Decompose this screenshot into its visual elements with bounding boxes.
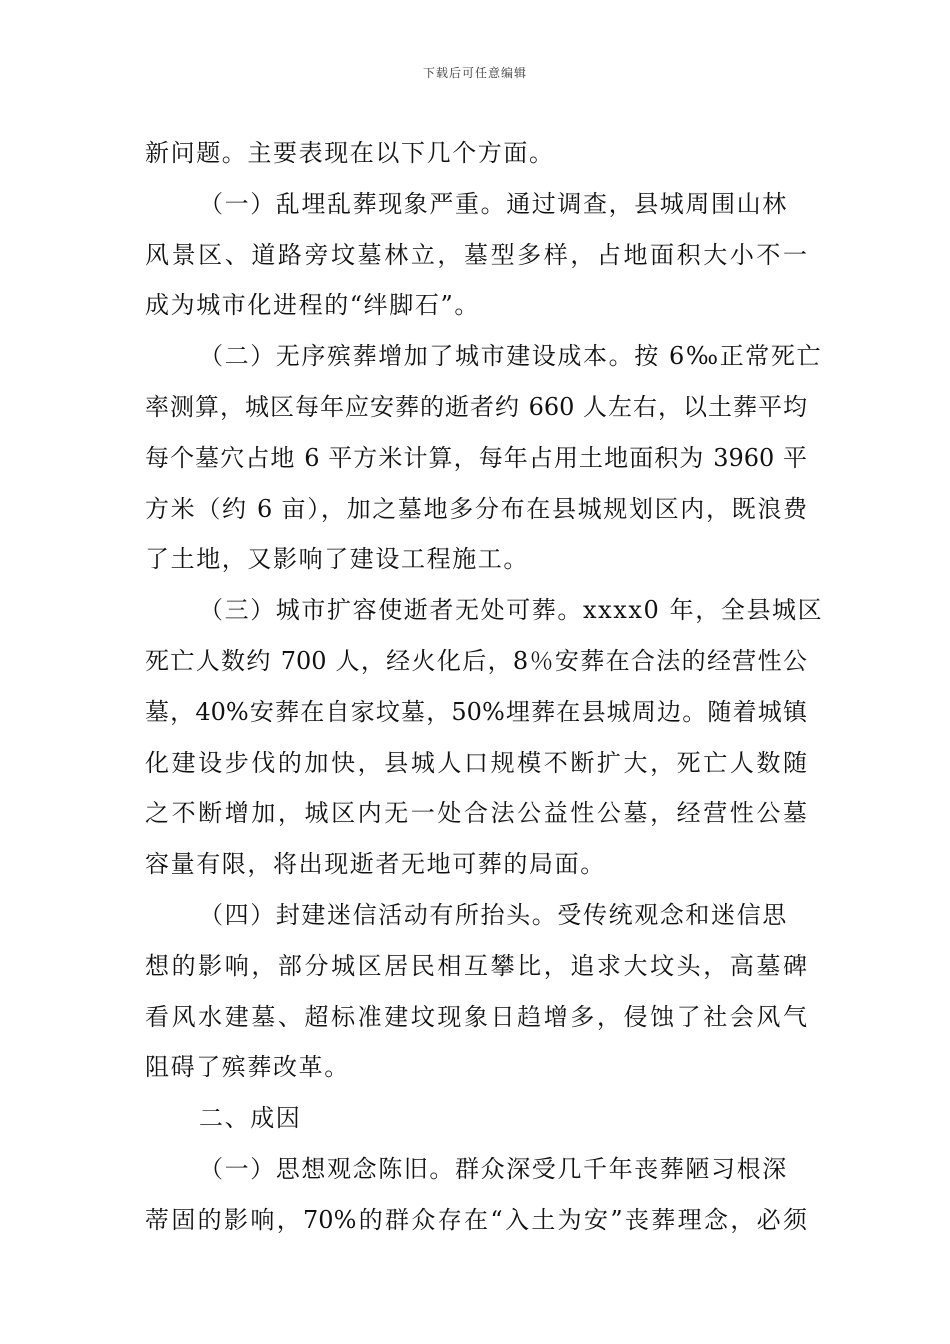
text-line: 新问题。主要表现在以下几个方面。 (145, 139, 555, 167)
text-line: 风景区、道路旁坟墓林立，墓型多样，占地面积大小不一 (145, 240, 807, 269)
text-line: 率测算，城区每年应安葬的逝者约 660 人左右，以土葬平均 (145, 392, 807, 421)
text-line: 之不断增加，城区内无一处合法公益性公墓，经营性公墓 (145, 799, 807, 828)
text-line: 阻碍了殡葬改革。 (145, 1053, 350, 1082)
text-line: 成为城市化进程的“绊脚石”。 (145, 291, 480, 320)
page-header: 下载后可任意编辑 (422, 66, 527, 80)
text-line: 想的影响，部分城区居民相互攀比，追求大坟头，高墓碑 (145, 951, 807, 980)
text-line: 化建设步伐的加快，县城人口规模不断扩大，死亡人数随 (145, 748, 807, 777)
text-line: 看风水建墓、超标准建坟现象日趋增多，侵蚀了社会风气 (145, 1002, 807, 1031)
text-line: 墓，40%安葬在自家坟墓，50%埋葬在县城周边。随着城镇 (145, 697, 807, 726)
text-line: （三）城市扩容使逝者无处可葬。xxxx0 年，全县城区 (199, 596, 824, 625)
text-line: 每个墓穴占地 6 平方米计算，每年占用土地面积为 3960 平 (145, 443, 807, 472)
text-line: 蒂固的影响，70%的群众存在“入土为安”丧葬理念，必须 (145, 1205, 807, 1234)
text-line: 方米（约 6 亩），加之墓地多分布在县城规划区内，既浪费 (145, 494, 807, 523)
text-line: （一）乱埋乱葬现象严重。通过调查，县城周围山林 (199, 189, 788, 218)
text-line: 二、成因 (199, 1104, 302, 1133)
text-line: （二）无序殡葬增加了城市建设成本。按 6‰正常死亡 (199, 342, 823, 371)
text-line: 死亡人数约 700 人，经火化后，8％安葬在合法的经营性公 (145, 646, 807, 675)
text-line: 容量有限，将出现逝者无地可葬的局面。 (145, 850, 606, 879)
text-line: （一）思想观念陈旧。群众深受几千年丧葬陋习根深 (199, 1154, 788, 1183)
document-body (145, 128, 824, 1246)
text-line: （四）封建迷信活动有所抬头。受传统观念和迷信思 (199, 900, 788, 929)
text-line: 了土地，又影响了建设工程施工。 (145, 545, 529, 574)
